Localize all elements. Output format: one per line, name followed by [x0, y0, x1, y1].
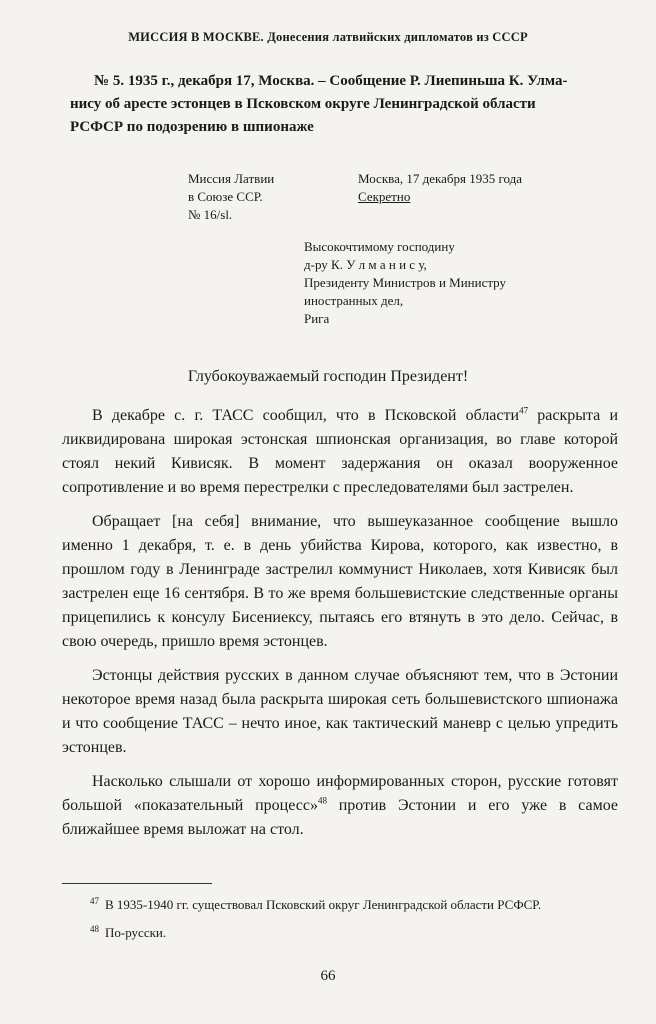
- paragraph-text: против Эстонии и его уже в самое ближайшее время выложат на стол.: [62, 797, 619, 838]
- sender-block: [188, 170, 338, 224]
- footnotes: [62, 895, 618, 951]
- running-head: МИССИЯ В МОСКВЕ. Донесения латвийских дипломатов из СССР: [128, 30, 528, 44]
- paragraph-text: Насколько слышали от хорошо информированных сторон, русские готовят большой «показательный процесс»: [62, 773, 618, 814]
- letter-body: [62, 404, 618, 852]
- footnote-ref-47[interactable]: 47: [519, 405, 529, 416]
- addressee-line-1: Высокочтимому господину: [304, 239, 455, 254]
- body-paragraph-1: [62, 404, 618, 500]
- body-paragraph-4: [62, 770, 618, 842]
- footnote-48: [62, 923, 618, 943]
- classification-mark: Секретно: [358, 189, 411, 204]
- addressee-line-3: Президенту Министров и Министру: [304, 275, 507, 290]
- salutation: Глубокоуважаемый господин Президент!: [187, 368, 469, 385]
- footnote-text: По-русски.: [105, 925, 167, 940]
- footnote-divider: [62, 883, 212, 884]
- addressee-block: [304, 238, 634, 328]
- title-line-1: № 5. 1935 г., декабря 17, Москва. – Сообщение Р. Лиепиньша К. Улма-: [94, 73, 568, 89]
- sender-line-1: Миссия Латвии: [188, 171, 275, 186]
- footnote-text: В 1935-1940 гг. существовал Псковский округ Ленинградской области РСФСР.: [105, 897, 542, 912]
- paragraph-text: раскрыта и ликвидирована широкая эстонская шпионская организация, во главе которой стоял некий Кивисяк. В момент задержания он оказал вооруженное сопротивление и во время перестрелки с преследователями был застрелен.: [62, 407, 619, 496]
- body-paragraph-3: Эстонцы действия русских в данном случае объясняют тем, что в Эстонии некоторое время назад была раскрыта широкая сеть большевистского шпионажа и что сообщение ТАСС – нечто иное, как тактический маневр с целью упредить эстонцев.: [62, 667, 618, 756]
- footnote-mark: 48: [90, 923, 99, 934]
- title-line-2: нису об аресте эстонцев в Псковском округе Ленинградской области: [70, 96, 536, 112]
- sender-line-3: № 16/sl.: [188, 207, 233, 222]
- paragraph-text: В декабре с. г. ТАСС сообщил, что в Псковской области: [92, 407, 520, 424]
- page-number: 66: [320, 968, 336, 984]
- footnote-47: [62, 895, 618, 915]
- body-paragraph-2: Обращает [на себя] внимание, что вышеуказанное сообщение вышло именно 1 декабря, т. е. в день убийства Кирова, которого, как известно, в прошлом году в Ленинграде застрелил коммунист Николаев, хотя Кивисяк был застрелен еще 16 сентября. В то же время большевистские следственные органы прицепились к консулу Бисениексу, пытаясь его втянуть в это дело. Сейчас, в свою очередь, пришло время эстонцев.: [62, 513, 618, 650]
- footnote-mark: 47: [90, 895, 99, 906]
- footnote-ref-48[interactable]: 48: [317, 795, 327, 806]
- sender-line-2: в Союзе ССР.: [188, 189, 263, 204]
- dateline-block: [358, 170, 618, 206]
- document-title: [70, 70, 618, 139]
- title-line-3: РСФСР по подозрению в шпионаже: [70, 119, 314, 135]
- place-date: Москва, 17 декабря 1935 года: [358, 171, 523, 186]
- addressee-line-2: д-ру К. У л м а н и с у,: [304, 257, 427, 272]
- addressee-line-4: иностранных дел,: [304, 293, 404, 308]
- addressee-line-5: Рига: [304, 311, 330, 326]
